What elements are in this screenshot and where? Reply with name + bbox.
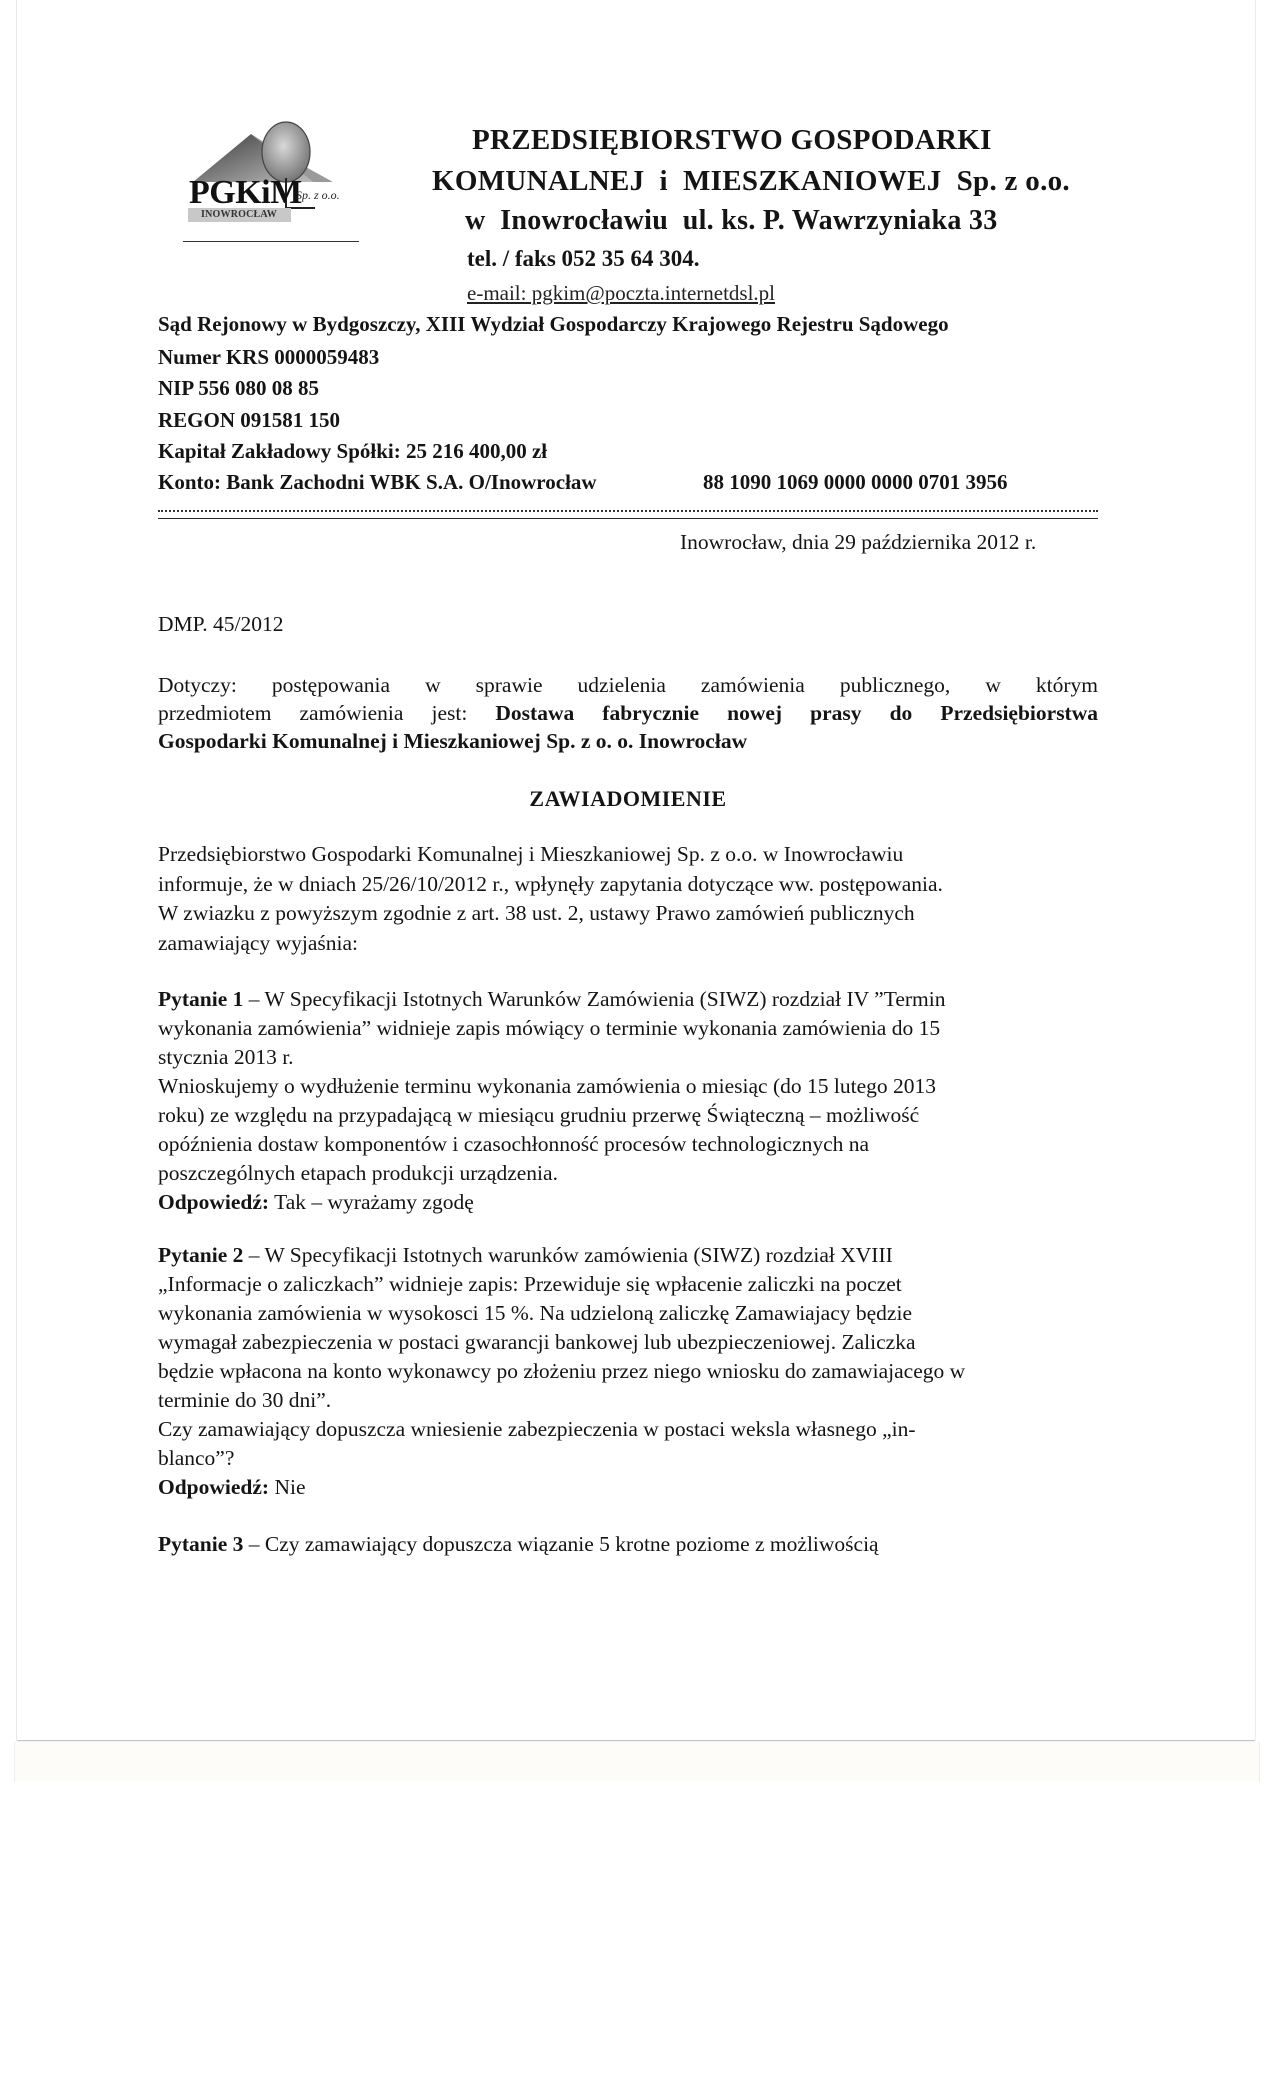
regon-number: REGON 091581 150 <box>158 408 341 432</box>
question-2-line: będzie wpłacona na konto wykonawcy po złożeniu przez niego wniosku do zamawiajacego w <box>158 1359 966 1383</box>
answer-2-label: Odpowiedź: <box>158 1475 270 1499</box>
company-phone: tel. / faks 052 35 64 304. <box>467 246 700 271</box>
question-2-text: – W Specyfikacji Istotnych warunków zamówienia (SIWZ) rozdział XVIII <box>243 1243 893 1267</box>
question-3-label: Pytanie 3 <box>158 1532 244 1556</box>
subject-title: Dostawa fabrycznie nowej prasy do Przedsiębiorstwa <box>495 701 1098 725</box>
question-1-line: Wnioskujemy o wydłużenie terminu wykonania zamówienia o miesiąc (do 15 lutego 2013 <box>158 1074 936 1098</box>
question-1-line: opóźnienia dostaw komponentów i czasochłonność procesów technologicznych na <box>158 1132 870 1156</box>
intro-line: zamawiający wyjaśnia: <box>158 931 358 955</box>
question-2-line: wymagał zabezpieczenia w postaci gwarancji bankowej lub ubezpieczeniowej. Zaliczka <box>158 1330 916 1354</box>
question-1-label: Pytanie 1 <box>158 987 244 1011</box>
bank-account-number: 88 1090 1069 0000 0000 0701 3956 <box>703 470 1008 494</box>
subject-line1: Dotyczy: postępowania w sprawie udzielenia zamówienia publicznego, w którym <box>158 673 1098 697</box>
subject-title-cont: Gospodarki Komunalnej i Mieszkaniowej Sp. z o. o. Inowrocław <box>158 729 748 753</box>
logo-name: PGKiM <box>189 174 302 211</box>
intro-line: Przedsiębiorstwo Gospodarki Komunalnej i Mieszkaniowej Sp. z o.o. w Inowrocławiu <box>158 842 904 866</box>
answer-2 <box>158 1475 306 1500</box>
subject-line3 <box>158 729 747 754</box>
answer-2-text: Nie <box>269 1475 306 1499</box>
nip-number: NIP 556 080 08 85 <box>158 376 320 400</box>
answer-1-text: Tak – wyrażamy zgodę <box>269 1190 474 1214</box>
logo-city-band: INOWROCŁAW <box>201 209 277 220</box>
subject-intro: przedmiotem zamówienia jest: <box>158 701 496 725</box>
question-2-line: wykonania zamówienia w wysokosci 15 %. Na udzieloną zaliczkę Zamawiajacy będzie <box>158 1301 912 1325</box>
letterhead-divider <box>158 510 1098 519</box>
court-registration: Sąd Rejonowy w Bydgoszczy, XIII Wydział Gospodarczy Krajowego Rejestru Sądowego <box>158 312 949 336</box>
question-1-line: wykonania zamówienia” widnieje zapis mówiący o terminie wykonania zamówienia do 15 <box>158 1016 941 1040</box>
notice-heading: ZAWIADOMIENIE <box>529 786 727 811</box>
intro-line: W zwiazku z powyższym zgodnie z art. 38 ust. 2, ustawy Prawo zamówień publicznych <box>158 901 915 925</box>
reference-number: DMP. 45/2012 <box>158 612 284 636</box>
question-3-text: – Czy zamawiający dopuszcza wiązanie 5 krotne poziome z możliwością <box>243 1532 879 1556</box>
answer-1-label: Odpowiedź: <box>158 1190 270 1214</box>
question-1-line <box>158 987 945 1012</box>
question-2-line <box>158 1243 893 1268</box>
page-bottom-strip <box>14 1742 1260 1782</box>
date-line: Inowrocław, dnia 29 października 2012 r. <box>680 530 1037 554</box>
question-1-line: poszczególnych etapach produkcji urządzenia. <box>158 1161 558 1185</box>
bank-account-label: Konto: Bank Zachodni WBK S.A. O/Inowrocław <box>158 470 597 494</box>
intro-line: informuje, że w dniach 25/26/10/2012 r., wpłynęły zapytania dotyczące ww. postępowania. <box>158 872 943 896</box>
question-2-line: blanco”? <box>158 1446 235 1470</box>
question-2-line: terminie do 30 dni”. <box>158 1388 332 1412</box>
question-1-line: stycznia 2013 r. <box>158 1045 294 1069</box>
question-2-line: Czy zamawiający dopuszcza wniesienie zabezpieczenia w postaci weksla własnego „in- <box>158 1417 916 1441</box>
question-2-line: „Informacje o zaliczkach” widnieje zapis: Przewiduje się wpłacenie zaliczki na poczet <box>158 1272 902 1296</box>
company-logo <box>183 112 358 242</box>
krs-number: Numer KRS 0000059483 <box>158 345 380 369</box>
question-1-text: – W Specyfikacji Istotnych Warunków Zamówienia (SIWZ) rozdział IV ”Termin <box>243 987 946 1011</box>
subject-line2 <box>158 701 1098 726</box>
company-email-link[interactable]: e-mail: pgkim@poczta.internetdsl.pl <box>467 281 776 305</box>
company-title-line1: PRZEDSIĘBIORSTWO GOSPODARKI <box>472 124 992 156</box>
company-address: w Inowrocławiu ul. ks. P. Wawrzyniaka 33 <box>465 205 998 236</box>
logo-underline <box>183 241 359 242</box>
question-2-label: Pytanie 2 <box>158 1243 244 1267</box>
share-capital: Kapitał Zakładowy Spółki: 25 216 400,00 zł <box>158 439 548 463</box>
answer-1 <box>158 1190 474 1215</box>
question-1-line: roku) ze względu na przypadającą w miesiącu grudniu przerwę Świąteczną – możliwość <box>158 1103 920 1127</box>
company-title-line2: KOMUNALNEJ i MIESZKANIOWEJ Sp. z o.o. <box>432 165 1070 197</box>
question-3-line <box>158 1532 879 1557</box>
logo-suffix: Sp. z o.o. <box>296 188 340 202</box>
